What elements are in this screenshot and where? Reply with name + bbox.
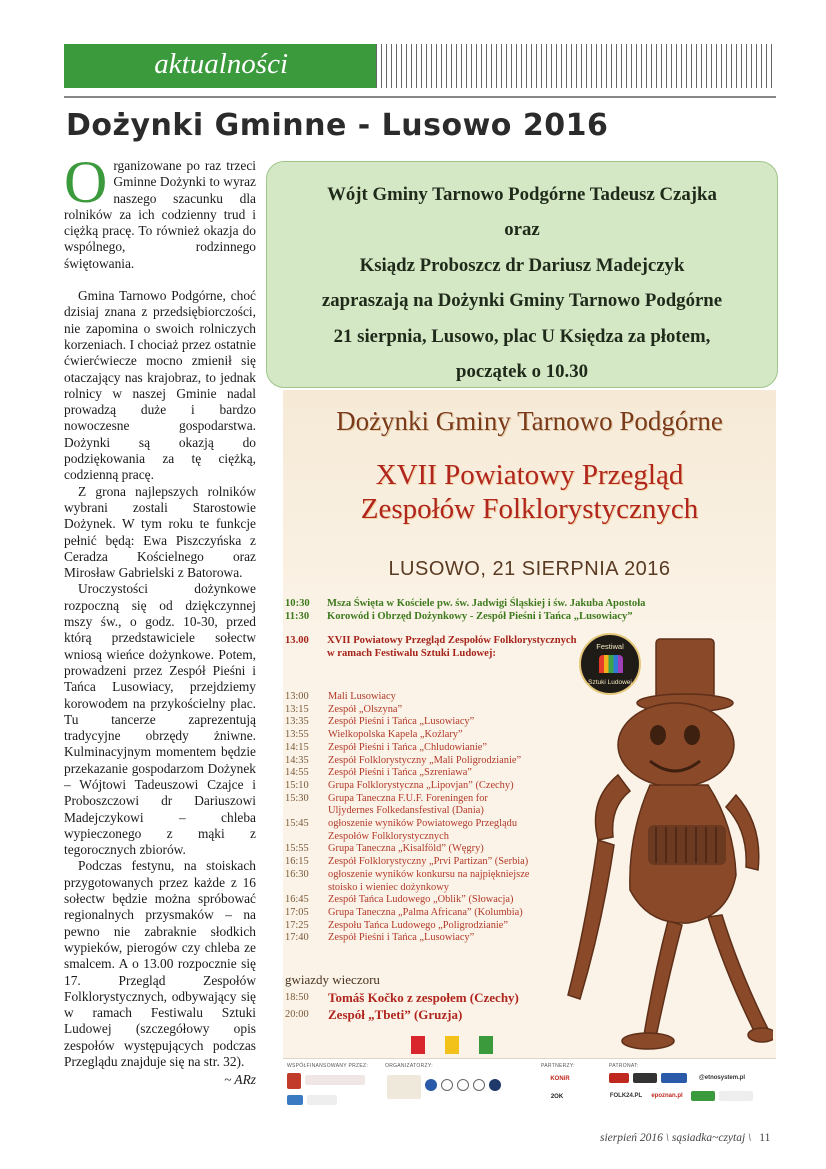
program-desc: Mali Lusowiacy — [328, 691, 396, 702]
section-label: aktualności — [154, 48, 288, 80]
patron-logo — [633, 1073, 657, 1083]
invitation-line: Ksiądz Proboszcz dr Dariusz Madejczyk — [359, 254, 685, 276]
program-time: 13:00 — [285, 691, 309, 702]
program-time: 17:40 — [285, 932, 309, 944]
program-row — [285, 767, 585, 780]
program-desc: Zespół Pieśni i Tańca „Lusowiacy” — [328, 932, 475, 944]
program-desc: Zespół Pieśni i Tańca „Chludowianie” — [328, 741, 487, 753]
program-time: 17:25 — [285, 919, 309, 931]
section-tab — [64, 44, 376, 88]
program-time: 16:15 — [285, 856, 309, 868]
program-desc: Zespół Folklorystyczny „Prvi Partizan” (Serbia) — [328, 856, 529, 868]
sponsor-logo — [473, 1079, 485, 1091]
patron-logo — [661, 1073, 687, 1083]
schedule-row: 11:30 Korowód i Obrzęd Dożynkowy - Zespół Pieśni i Tańca „Lusowiacy” — [285, 610, 633, 622]
program-time: 15:45 — [285, 818, 309, 830]
schedule-row: 10:30 Msza Święta w Kościele pw. św. Jadwigi Śląskiej i św. Jakuba Apostoła — [285, 598, 646, 609]
event-poster — [283, 390, 776, 1110]
stars-heading: gwiazdy wieczoru — [285, 972, 380, 987]
invitation-line: początek o 10.30 — [456, 361, 588, 383]
article-body — [64, 149, 256, 1089]
article-paragraph: Organizowane po raz trzeci Gminne Dożynki to wyraz naszego szacunku dla rolników za ich codzienny trud i ciężką pracę. To również okazja do wspólnego, rodzinnego świętowania. — [64, 149, 256, 271]
sponsor-logo — [425, 1079, 437, 1091]
program-desc: Zespół Pieśni i Tańca „Szreniawa” — [328, 767, 472, 779]
stars-row: 20:00 Zespół „Tbeti” (Gruzja) — [285, 1007, 463, 1022]
program-row — [285, 716, 585, 729]
rainbow-icon — [599, 655, 623, 673]
program-row — [285, 793, 585, 806]
article-paragraph: Gmina Tarnowo Podgórne, choć dzisiaj znana z przedsiębiorczości, nie zapomina o swoich rolniczych korzeniach. I chociaż przez ostatnie ćwierćwiecze mocno zmienił się otaczający nas krajobraz, to jednak rolnicy w naszej Gminie nadal prowadzą duże i bardzo nowoczesne gospodarstwa. Dożynki są okazją do podziękowania za tę ciężką, codzienną pracę. — [64, 288, 256, 483]
header-stripes — [376, 44, 776, 88]
program-desc: Grupa Taneczna „Palma Africana” (Kolumbia) — [328, 906, 523, 918]
program-row — [285, 894, 585, 907]
author-signature: ~ ARz — [224, 1072, 256, 1088]
patron-logo — [691, 1091, 715, 1101]
wooden-figure-illustration — [558, 625, 773, 1065]
poster-date: LUSOWO, 21 SIERPNIA 2016 — [388, 558, 671, 580]
sponsor-logo — [387, 1075, 421, 1099]
sponsors-strip — [283, 1058, 776, 1110]
program-row — [285, 704, 585, 717]
program-desc: ogłoszenie wyników Powiatowego Przeglądu — [328, 818, 518, 830]
program-time — [285, 805, 328, 818]
program-row — [285, 882, 585, 895]
program-desc: Zespołu Tańca Ludowego „Poligrodzianie” — [328, 919, 508, 931]
program-time: 15:55 — [285, 843, 309, 855]
poster-subtitle: XVII Powiatowy Przegląd Zespołów Folklorystycznych — [360, 459, 699, 525]
program-row — [285, 920, 585, 933]
flag-red — [411, 1036, 425, 1054]
patron-logo — [609, 1073, 629, 1083]
program-time: 14:15 — [285, 741, 309, 753]
invitation-box — [266, 161, 778, 388]
sponsor-logo — [441, 1079, 453, 1091]
invitation-line: oraz — [504, 219, 540, 241]
program-time — [285, 831, 328, 844]
patron-logo: FOLK24.PL — [609, 1093, 643, 1099]
flag-stripes — [283, 1044, 776, 1054]
program-row — [285, 729, 585, 742]
main-schedule — [285, 598, 765, 660]
sponsor-label: ORGANIZATORZY: — [385, 1063, 433, 1069]
program-row — [285, 742, 585, 755]
program-row — [285, 907, 585, 920]
header-rule — [64, 96, 776, 98]
article-headline: Dożynki Gminne - Lusowo 2016 — [66, 108, 609, 143]
article-paragraph: Z grona najlepszych rolników wybrani zostali Starostowie Dożynek. W tym roku te funkcje pełnić będą: Ewa Piszczyńska z Ceradza Kościelnego oraz Mirosław Gabrielski z Batorowa. — [64, 483, 256, 581]
program-desc: Zespół „Olszyna” — [328, 703, 403, 715]
program-time: 13:15 — [285, 703, 309, 715]
program-desc: Grupa Taneczna F.U.F. Foreningen for — [328, 792, 488, 804]
program-time: 16:45 — [285, 894, 309, 906]
sponsor-logo — [489, 1079, 501, 1091]
program-desc: Zespół Pieśni i Tańca „Lusowiacy” — [328, 716, 475, 728]
stars-list — [285, 989, 585, 1023]
stars-row: 18:50 Tomáš Kočko z zespołem (Czechy) — [285, 990, 519, 1005]
poster-title: Dożynki Gminy Tarnowo Podgórne — [336, 406, 723, 436]
festival-badge-logo: Festiwal Sztuki Ludowej — [579, 633, 641, 695]
invitation-line: 21 sierpnia, Lusowo, plac U Księdza za płotem, — [333, 325, 711, 347]
program-time: 15:10 — [285, 779, 309, 791]
patron-logo: @etnosystem.pl — [698, 1075, 746, 1081]
flag-green — [479, 1036, 493, 1054]
sponsor-label: PATRONAT: — [609, 1063, 639, 1069]
program-row — [285, 755, 585, 768]
program-list — [285, 691, 585, 945]
patron-logo — [719, 1091, 753, 1101]
program-desc: Grupa Taneczna „Kisalföld” (Węgry) — [328, 843, 484, 855]
drop-cap: O — [64, 149, 108, 215]
page-footer — [600, 1132, 770, 1144]
program-time: 17:05 — [285, 906, 309, 918]
program-row — [285, 780, 585, 793]
program-time: 15:30 — [285, 792, 309, 804]
program-row — [285, 932, 585, 945]
program-row — [285, 818, 585, 831]
program-time: 16:30 — [285, 868, 309, 880]
schedule-row: 13.00 XVII Powiatowy Przegląd Zespołów Folklorystycznych — [285, 635, 577, 646]
sponsor-logo — [457, 1079, 469, 1091]
patron-logo: epoznan.pl — [651, 1093, 683, 1099]
sponsor-logo — [305, 1075, 365, 1085]
program-row — [285, 831, 585, 844]
program-time: 14:35 — [285, 754, 309, 766]
program-time: 13:55 — [285, 729, 309, 741]
program-row — [285, 869, 585, 882]
program-row — [285, 805, 585, 818]
coat-of-arms-logo — [287, 1073, 301, 1089]
program-desc: Zespół Tańca Ludowego „Oblik” (Słowacja) — [328, 894, 514, 906]
program-row — [285, 843, 585, 856]
schedule-row: w ramach Festiwalu Sztuki Ludowej: — [327, 647, 496, 659]
program-time — [285, 882, 328, 895]
program-desc: Grupa Folklorystyczna „Lipovjan” (Czechy) — [328, 779, 514, 791]
page-number: 11 — [759, 1132, 771, 1144]
program-time: 13:35 — [285, 716, 309, 728]
program-desc: ogłoszenie wyników konkursu na najpiękniejsze — [328, 868, 530, 880]
program-desc: Wielkopolska Kapela „Koźlary” — [328, 729, 463, 741]
program-row — [285, 856, 585, 869]
program-time: 14:55 — [285, 767, 309, 779]
sponsor-logo — [307, 1095, 337, 1105]
article-paragraph: Uroczystości dożynkowe rozpoczną się od dziękczynnej mszy św., o godz. 10-30, przed którą przedstawiciele sołectw wniosą wieńce dożynkowe. Potem, prowadzeni przez Zespół Pieśni i Tańca Lusowiacy, przejdziemy korowodem na przykościelny plac. Tu tancerze zaprezentują tradycyjne obrzędy żniwne. Kulminacyjnym momentem będzie przekazanie gospodarzom Dożynek – Wójtowi Tadeuszowi Czajce i Proboszczowi dr Dariuszowi Madejczykowi – chleba wypieczonego z mąki z tegorocznych zbiorów. — [64, 581, 256, 858]
program-desc: Zespół Folklorystyczny „Mali Poligrodzianie” — [328, 754, 522, 766]
flag-yellow — [445, 1036, 459, 1054]
program-desc: Uljydernes Folkedansfestival (Dania) — [328, 805, 484, 817]
program-desc: Zespołów Folklorystycznych — [328, 830, 449, 842]
sponsor-label: WSPÓŁFINANSOWANY PRZEZ: — [287, 1063, 369, 1069]
invitation-line: Wójt Gminy Tarnowo Podgórne Tadeusz Czajka — [327, 184, 717, 205]
sponsor-logo — [287, 1095, 303, 1105]
footer-text: sierpień 2016 \ sąsiadka~czytaj \ — [600, 1132, 752, 1144]
program-row — [285, 691, 585, 704]
article-paragraph: Podczas festynu, na stoiskach przygotowanych przez każde z 16 sołectw będzie można spróbować regionalnych przysmaków – na pewno nie zabraknie słodkich wypieków, pierogów czy chleba ze smalcem. A o 13.00 rozpocznie się 17. Przegląd Zespołów Folklorystycznych, odbywający się w ramach Festiwalu Sztuki Ludowej (szczegółowy opis zespołów występujących podczas Przeglądu znajduje się na str. 32). — [64, 858, 256, 1070]
partner-logo: 2OK — [550, 1094, 564, 1100]
sponsor-label: PARTNERZY: — [541, 1063, 575, 1069]
invitation-line: zapraszają na Dożynki Gminy Tarnowo Podgórne — [321, 290, 723, 312]
partner-logo: KONiR — [550, 1076, 570, 1082]
program-desc: stoisko i wieniec dożynkowy — [328, 881, 449, 893]
